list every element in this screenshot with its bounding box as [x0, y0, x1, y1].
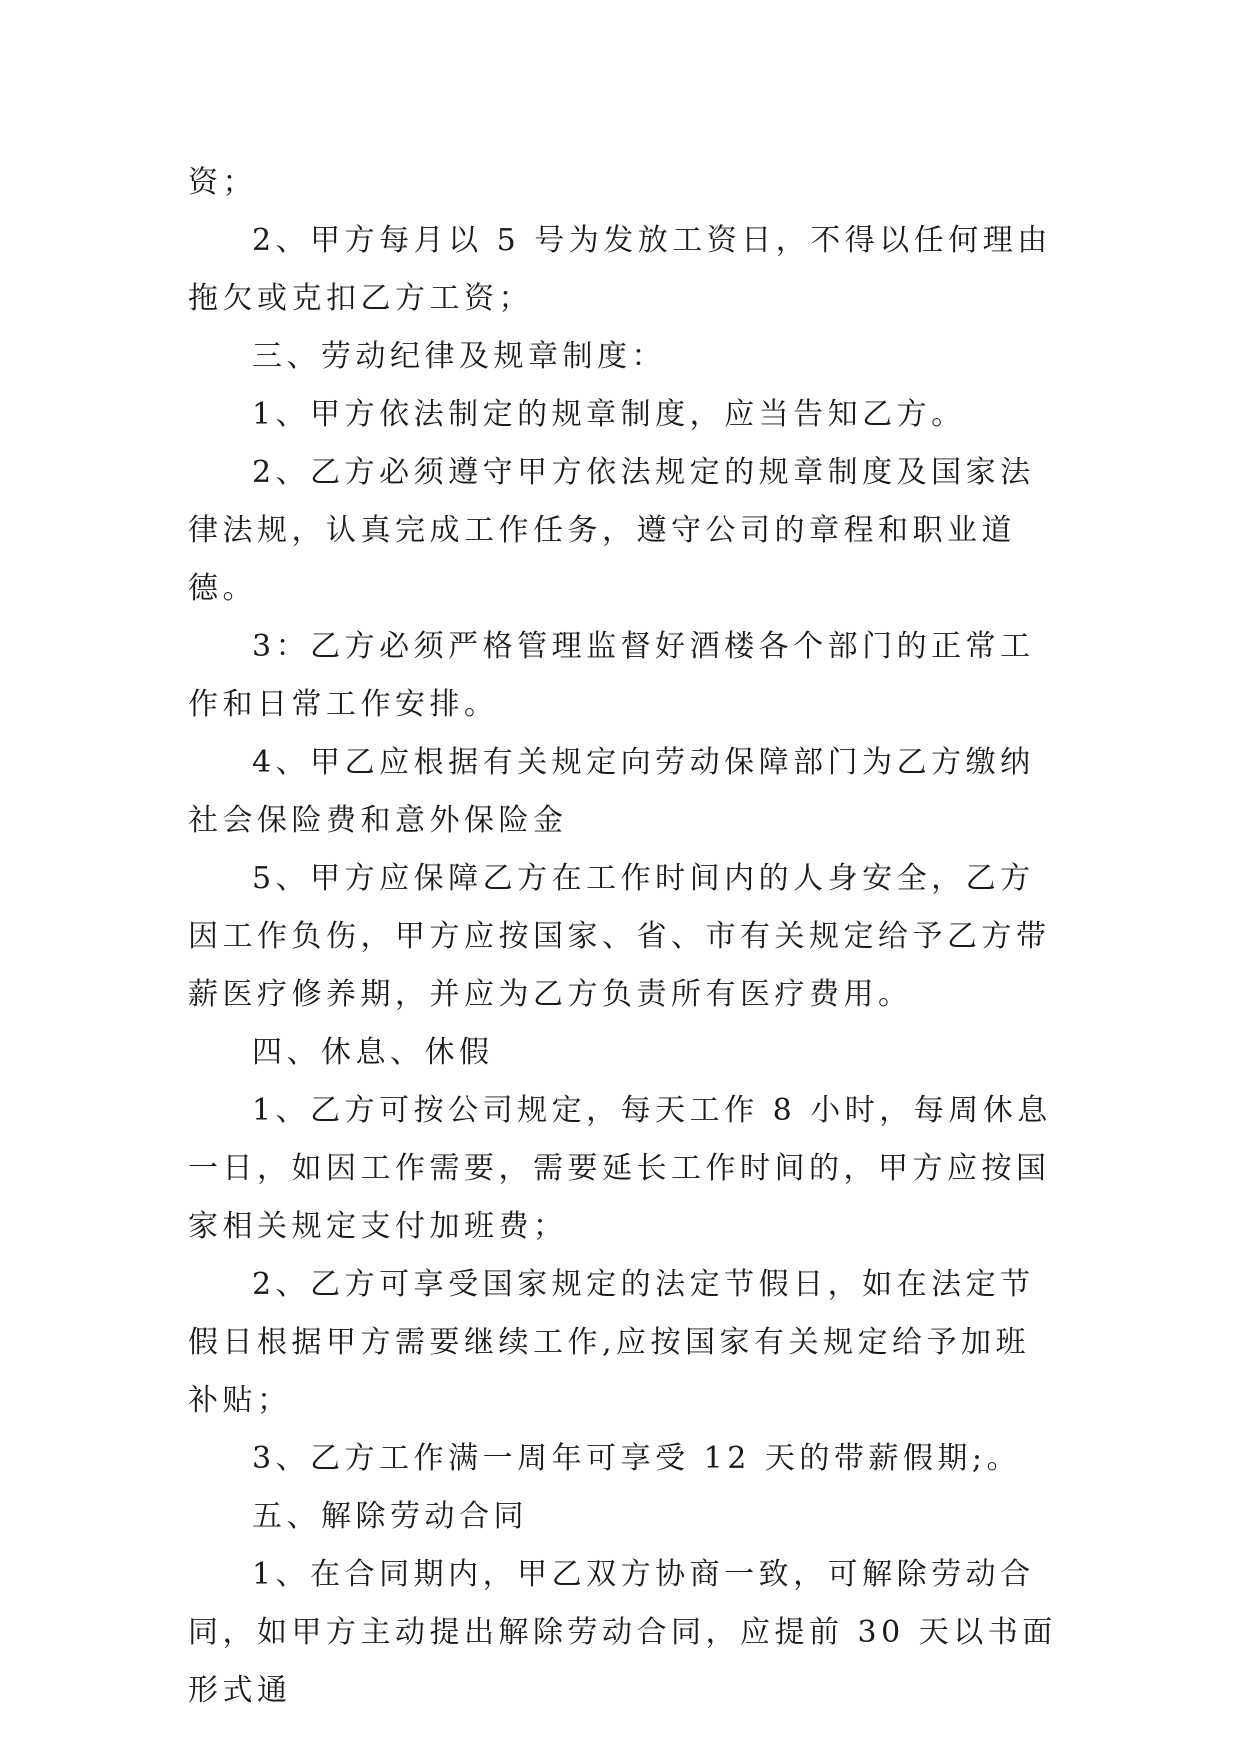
paragraph: 资； [188, 165, 257, 200]
paragraph: 2、甲方每月以 5 号为发放工资日，不得以任何理由拖欠或克扣乙方工资； [188, 223, 1052, 316]
section-heading: 三、劳动纪律及规章制度： [252, 339, 666, 374]
paragraph: 2、乙方可享受国家规定的法定节假日，如在法定节假日根据甲方需要继续工作,应按国家有关规定给予加班补贴； [188, 1267, 1035, 1418]
section-heading: 四、休息、休假 [252, 1035, 494, 1070]
section-heading: 五、解除劳动合同 [252, 1499, 528, 1534]
paragraph: 3、乙方工作满一周年可享受 12 天的带薪假期;。 [252, 1441, 1021, 1476]
paragraph: 2、乙方必须遵守甲方依法规定的规章制度及国家法律法规，认真完成工作任务，遵守公司的章程和职业道德。 [188, 455, 1035, 606]
paragraph: 3：乙方必须严格管理监督好酒楼各个部门的正常工作和日常工作安排。 [188, 629, 1035, 722]
document-body [188, 154, 1058, 1720]
paragraph: 1、乙方可按公司规定，每天工作 8 小时，每周休息一日，如因工作需要，需要延长工作时间的，甲方应按国家相关规定支付加班费； [188, 1093, 1052, 1244]
paragraph: 5、甲方应保障乙方在工作时间内的人身安全，乙方因工作负伤，甲方应按国家、省、市有关规定给予乙方带薪医疗修养期，并应为乙方负责所有医疗费用。 [188, 861, 1051, 1012]
paragraph: 4、甲乙应根据有关规定向劳动保障部门为乙方缴纳社会保险费和意外保险金 [188, 745, 1035, 838]
paragraph: 1、在合同期内，甲乙双方协商一致，可解除劳动合同，如甲方主动提出解除劳动合同，应提前 30 天以书面形式通 [188, 1557, 1057, 1708]
paragraph: 1、甲方依法制定的规章制度，应当告知乙方。 [252, 397, 966, 432]
